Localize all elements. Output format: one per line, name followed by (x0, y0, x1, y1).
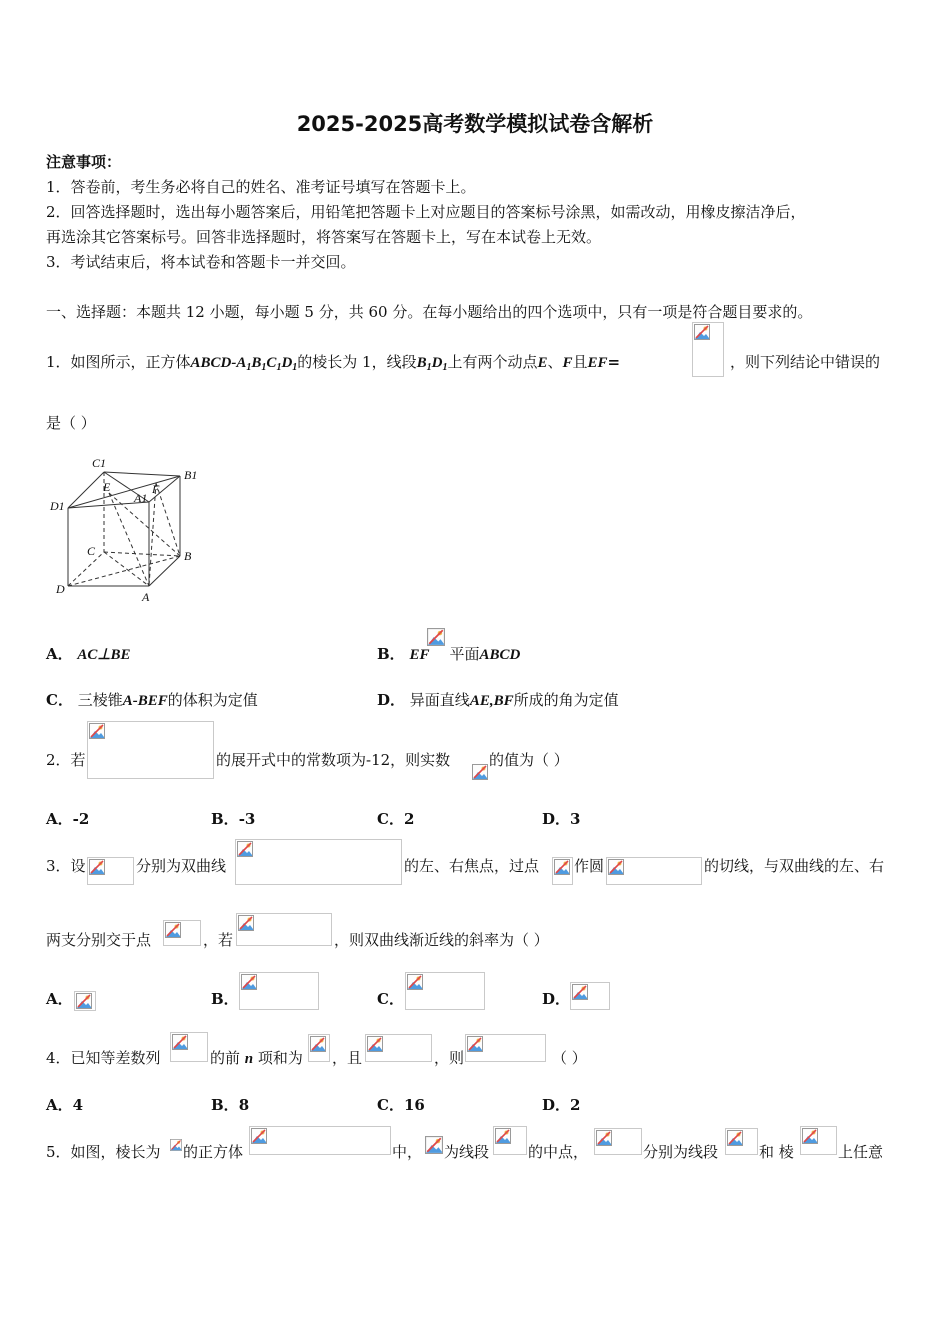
formula-image (239, 972, 319, 1010)
question-3-text: 3．设 (46, 857, 86, 875)
figure-label: C (87, 544, 96, 558)
question-5-text: 分别为线段 (643, 1143, 719, 1161)
formula-image (74, 991, 96, 1011)
broken-image-icon (367, 1036, 383, 1052)
option-b: B．-3 (211, 810, 256, 828)
option-d: D． 异面直线AE,BF所成的角为定值 (377, 691, 619, 709)
formula-image (163, 920, 201, 946)
question-1-line2: 是（ ） (46, 414, 96, 432)
broken-image-icon (310, 1036, 326, 1052)
option-a: A．-2 (46, 810, 90, 828)
figure-label: A (142, 590, 150, 604)
formula-image (236, 913, 332, 946)
question-3-text: 的左、右焦点，过点 (404, 857, 540, 875)
section-heading: 一、选择题：本题共 12 小题，每小题 5 分，共 60 分。在每小题给出的四个选项中，只有一项是符合题目要求的。 (46, 303, 813, 321)
formula-image (308, 1034, 330, 1062)
broken-image-icon (165, 922, 181, 938)
broken-image-icon (172, 1034, 188, 1050)
broken-image-icon (554, 859, 570, 875)
formula-image (87, 721, 214, 779)
figure-label: B (184, 549, 192, 563)
formula-image (170, 1032, 208, 1062)
question-4-text: 4．已知等差数列 (46, 1049, 161, 1067)
option-d: D． (542, 990, 571, 1008)
formula-image (552, 857, 573, 885)
question-5-text: 上任意 (838, 1143, 884, 1161)
notice-item: 再选涂其它答案标号。回答非选择题时，将答案写在答题卡上，写在本试卷上无效。 (46, 228, 602, 246)
broken-image-icon (251, 1128, 267, 1144)
broken-image-icon (608, 859, 624, 875)
broken-image-icon (467, 1036, 483, 1052)
option-a: A． (46, 990, 73, 1008)
formula-image (725, 1128, 758, 1155)
question-5-text: 的中点， (528, 1143, 589, 1161)
formula-image (800, 1126, 837, 1155)
formula-image (493, 1126, 527, 1155)
question-3-text: 分别为双曲线 (136, 857, 227, 875)
question-4-text: ，则 (434, 1049, 465, 1067)
figure-label: B1 (184, 468, 198, 482)
option-c: C．16 (377, 1096, 425, 1114)
broken-image-icon (89, 723, 105, 739)
formula-image (465, 1034, 546, 1062)
question-4-text: （ ） (552, 1049, 587, 1067)
broken-image-icon (427, 628, 445, 646)
page-title: 2025-2025高考数学模拟试卷含解析 (296, 112, 654, 136)
figure-label: E (103, 480, 111, 494)
question-1-tail: ，则下列结论中错误的 (730, 353, 881, 371)
figure-label: F (152, 482, 160, 496)
question-5-text: 中， (392, 1143, 423, 1161)
broken-image-icon (237, 841, 253, 857)
broken-image-icon (694, 324, 710, 340)
broken-image-icon (495, 1128, 511, 1144)
option-b: B． EF 平面ABCD (377, 645, 521, 663)
broken-image-icon (76, 993, 92, 1009)
formula-image (365, 1034, 432, 1062)
formula-image (235, 839, 402, 885)
formula-image (606, 857, 702, 885)
broken-image-icon (572, 984, 588, 1000)
question-3-line2: 两支分别交于点 (46, 931, 152, 949)
broken-image-icon (238, 915, 254, 931)
question-3-text: 的切线，与双曲线的左、右 (704, 857, 885, 875)
formula-image (594, 1128, 642, 1155)
question-4-text: 的前 n 项和为 (210, 1049, 303, 1067)
formula-image (405, 972, 485, 1010)
broken-image-icon (89, 859, 105, 875)
notice-item: 2．回答选择题时，选出每小题答案后，用铅笔把答题卡上对应题目的答案标号涂黑，如需改动，用橡皮擦洁净后， (46, 203, 806, 221)
question-5-text: 5．如图，棱长为 (46, 1143, 161, 1161)
figure-label: D (56, 582, 65, 596)
question-3-text: 作圆 (574, 857, 605, 875)
option-a: A．4 (46, 1096, 84, 1114)
question-1-text: 1．如图所示，正方体ABCD-$A_1B_1C_1D_1$的棱长为 1，线段$B_1D_1$上有两个动点E、F且EF= (46, 353, 621, 373)
broken-image-icon (170, 1135, 182, 1155)
question-5-text: 和 棱 (759, 1143, 794, 1161)
formula-image (570, 982, 610, 1010)
figure-label: D1 (50, 499, 65, 513)
formula-image (87, 857, 134, 885)
question-3-line2: ，若 (203, 931, 234, 949)
option-c: C． 三棱锥A-BEF的体积为定值 (46, 691, 258, 709)
question-5-text: 的正方体 (183, 1143, 244, 1161)
broken-image-icon (472, 764, 488, 780)
notice-item: 1．答卷前，考生务必将自己的姓名、准考证号填写在答题卡上。 (46, 178, 476, 196)
question-5-text: 为线段 (444, 1143, 490, 1161)
broken-image-icon (407, 974, 423, 990)
question-4-text: ，且 (332, 1049, 363, 1067)
broken-image-icon (425, 1135, 443, 1155)
question-2-prefix: 2．若 (46, 751, 86, 769)
option-b: B． (211, 990, 239, 1008)
question-3-line2: ，则双曲线渐近线的斜率为（ ） (334, 931, 549, 949)
figure-label: C1 (92, 456, 107, 470)
question-2-mid: 的展开式中的常数项为-12，则实数 (216, 751, 451, 769)
notice-item: 3．考试结束后，将本试卷和答题卡一并交回。 (46, 253, 356, 271)
broken-image-icon (596, 1130, 612, 1146)
formula-image (249, 1126, 391, 1155)
option-c: C． (377, 990, 404, 1008)
notice-heading: 注意事项： (46, 153, 122, 171)
formula-image (692, 322, 724, 377)
option-d: D．2 (542, 1096, 581, 1114)
cube-figure (46, 452, 206, 608)
broken-image-icon (727, 1130, 743, 1146)
option-c: C．2 (377, 810, 415, 828)
option-a: A． AC⊥BE (46, 645, 131, 663)
question-2-tail: 的值为（ ） (489, 751, 569, 769)
broken-image-icon (241, 974, 257, 990)
option-b: B．8 (211, 1096, 250, 1114)
option-d: D．3 (542, 810, 581, 828)
broken-image-icon (802, 1128, 818, 1144)
figure-label: A1 (134, 491, 148, 505)
